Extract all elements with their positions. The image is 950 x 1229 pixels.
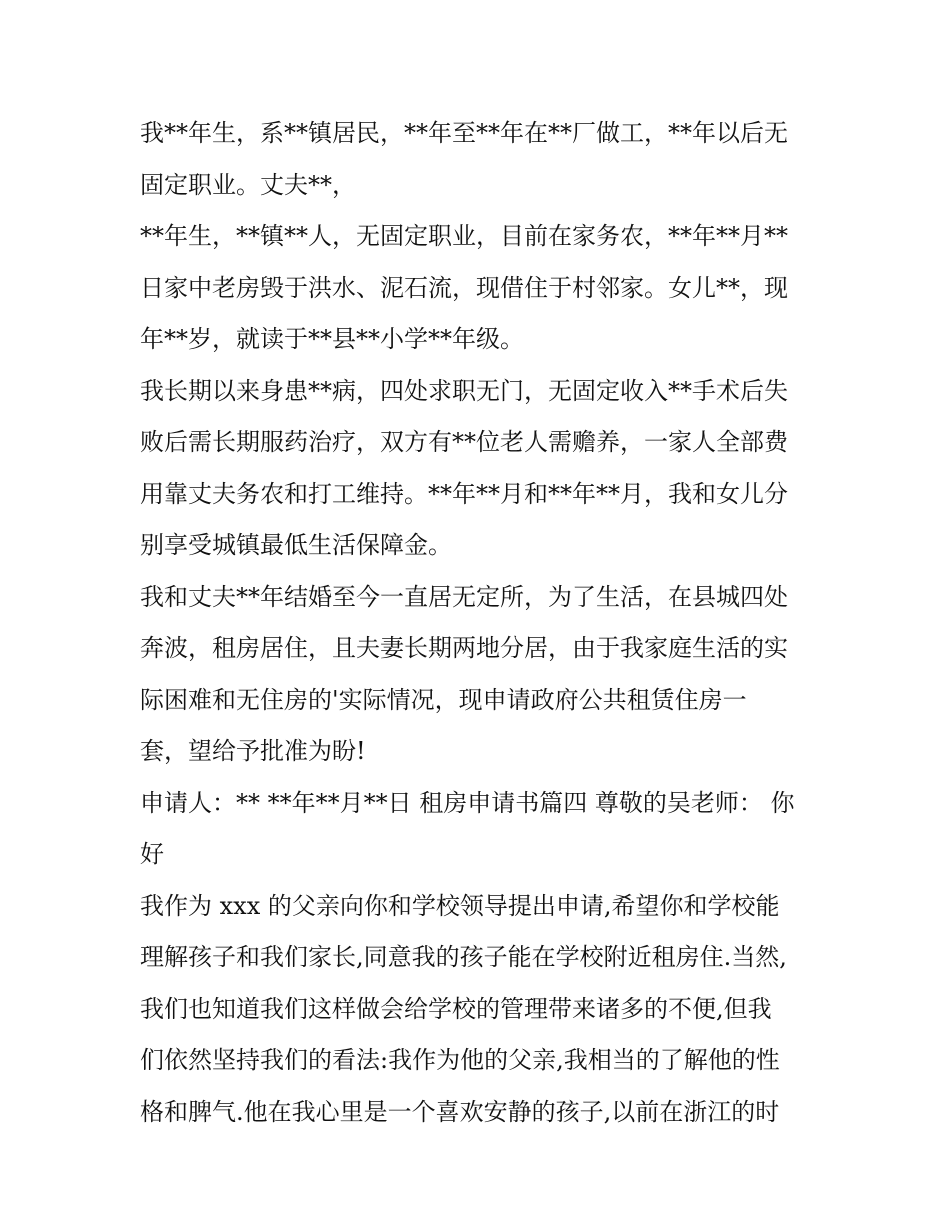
- text-line: 好: [140, 840, 164, 868]
- text-line: 日家中老房毁于洪水、泥石流，现借住于村邻家。女儿**，现: [140, 273, 788, 302]
- text-line: 申请人：** **年**月**日 租房申请书篇四 尊敬的吴老师： 你: [140, 788, 795, 817]
- text-line: **年生，**镇**人，无固定职业，目前在家务农，**年**月**: [140, 222, 788, 250]
- text-line: 用靠丈夫务农和打工维持。**年**月和**年**月，我和女儿分: [140, 479, 788, 508]
- text-line: 奔波，租房居住，且夫妻长期两地分居，由于我家庭生活的实: [140, 634, 788, 662]
- text-line: 年**岁，就读于**县**小学**年级。: [140, 325, 524, 353]
- text-line: 我们也知道我们这样做会给学校的管理带来诸多的不便,但我: [140, 994, 772, 1023]
- text-line: 固定职业。丈夫**，: [140, 170, 356, 199]
- text-line: 别享受城镇最低生活保障金。: [140, 531, 452, 559]
- text-line: 际困难和无住房的'实际情况，现申请政府公共租赁住房一: [140, 685, 747, 714]
- text-line: 我和丈夫**年结婚至今一直居无定所，为了生活，在县城四处: [140, 582, 788, 611]
- text-line: 理解孩子和我们家长,同意我的孩子能在学校附近租房住.当然,: [140, 943, 787, 971]
- text-line: 们依然坚持我们的看法:我作为他的父亲,我相当的了解他的性: [140, 1046, 780, 1074]
- text-line: 我长期以来身患**病，四处求职无门，无固定收入**手术后失: [140, 376, 788, 405]
- document-body: [140, 108, 830, 1138]
- text-line: 我**年生，系**镇居民，**年至**年在**厂做工，**年以后无: [140, 119, 788, 147]
- text-line: 我作为 xxx 的父亲向你和学校领导提出申请,希望你和学校能: [140, 891, 780, 920]
- text-line: 套，望给予批准为盼!: [140, 737, 366, 765]
- text-line: 败后需长期服药治疗，双方有**位老人需赡养，一家人全部费: [140, 428, 788, 456]
- text-line: 格和脾气.他在我心里是一个喜欢安静的孩子,以前在浙江的时: [140, 1097, 780, 1126]
